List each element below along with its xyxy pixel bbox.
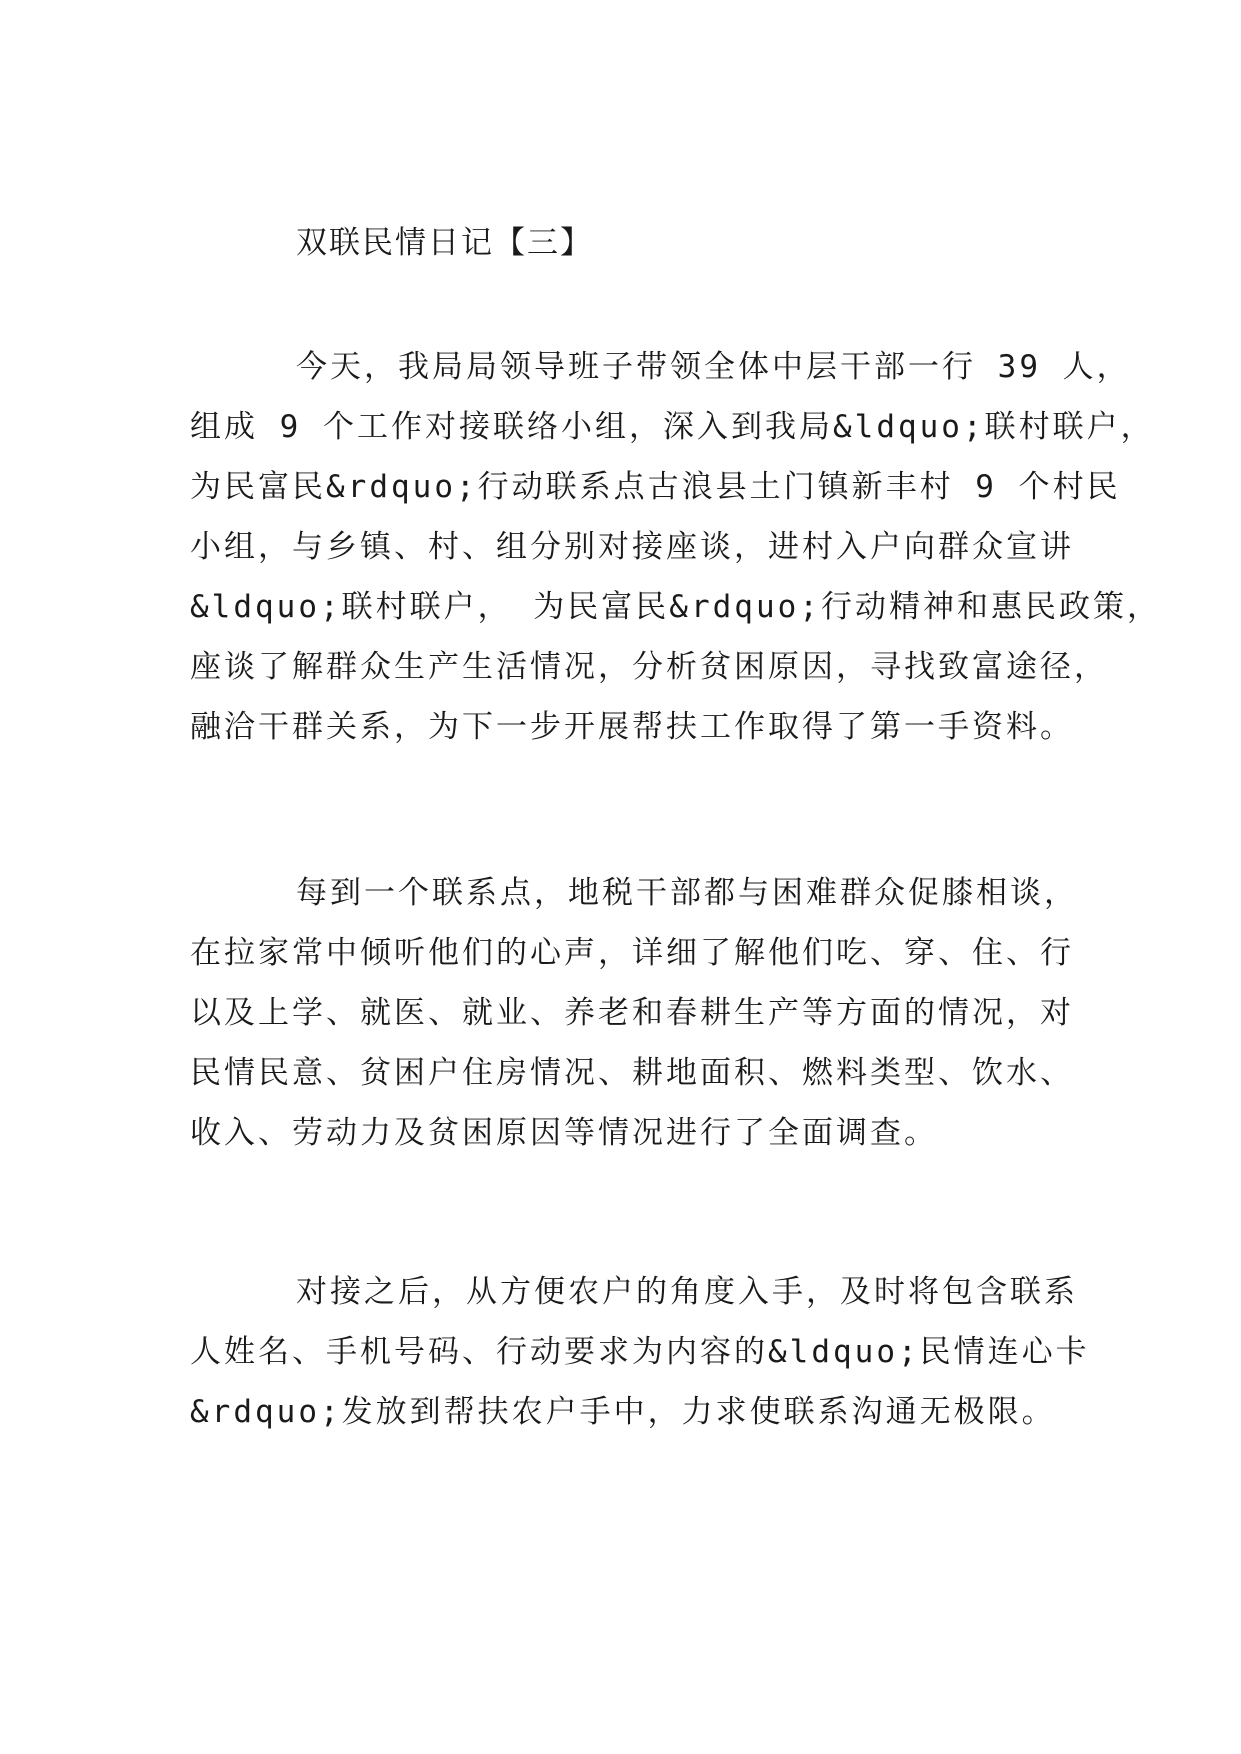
paragraph [190, 337, 1161, 757]
paragraph [190, 1262, 1090, 1442]
paragraph-line: 人姓名、手机号码、行动要求为内容的&ldquo;民情连心卡 [190, 1334, 1090, 1370]
paragraph-line: 为民富民&rdquo;行动联系点古浪县土门镇新丰村 9 个村民 [190, 469, 1121, 505]
paragraph-line: 座谈了解群众生产生活情况，分析贫困原因，寻找致富途径， [190, 649, 1108, 685]
paragraph-line: 今天，我局局领导班子带领全体中层干部一行 39 人， [296, 349, 1131, 385]
paragraph-line: 收入、劳动力及贫困原因等情况进行了全面调查。 [190, 1115, 938, 1151]
paragraph-line: 对接之后，从方便农户的角度入手，及时将包含联系 [296, 1274, 1078, 1310]
paragraph-line: &rdquo;发放到帮扶农户手中，力求使联系沟通无极限。 [190, 1394, 1056, 1430]
paragraph-line: 以及上学、就医、就业、养老和春耕生产等方面的情况，对 [190, 995, 1074, 1031]
paragraph-line: 每到一个联系点，地税干部都与困难群众促膝相谈， [296, 875, 1078, 911]
paragraph [190, 863, 1078, 1163]
paragraph-line: 民情民意、贫困户住房情况、耕地面积、燃料类型、饮水、 [190, 1055, 1074, 1091]
paragraph-line: &ldquo;联村联户， 为民富民&rdquo;行动精神和惠民政策， [190, 589, 1161, 625]
document-title: 双联民情日记【三】 [296, 225, 593, 261]
paragraph-line: 小组，与乡镇、村、组分别对接座谈，进村入户向群众宣讲 [190, 529, 1074, 565]
paragraph-line: 融洽干群关系，为下一步开展帮扶工作取得了第一手资料。 [190, 709, 1074, 745]
paragraph-line: 在拉家常中倾听他们的心声，详细了解他们吃、穿、住、行 [190, 935, 1074, 971]
paragraph-line: 组成 9 个工作对接联络小组，深入到我局&ldquo;联村联户， [190, 409, 1155, 445]
